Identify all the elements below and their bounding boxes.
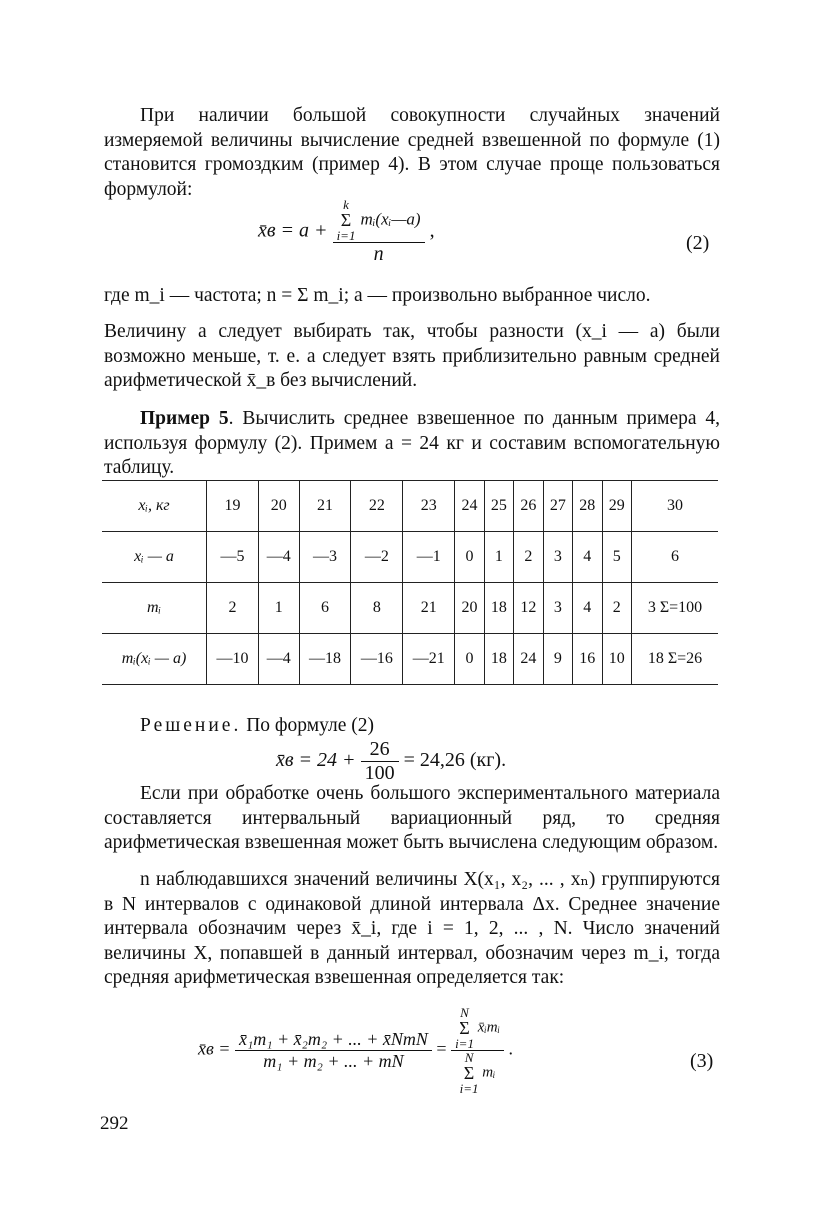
table-cell: 25 — [484, 481, 513, 532]
paragraph-example-5: Пример 5. Вычислить среднее взвешенное по данным примера 4, используя формулу (2). Примем a = 24 кг и составим вспомогательную таблицу. — [104, 408, 720, 478]
table-cell: 21 — [403, 583, 455, 634]
table-cell: —1 — [403, 532, 455, 583]
table-cell: 8 — [351, 583, 403, 634]
table-cell: 18 Σ=26 — [632, 634, 719, 685]
table-cell: 1 — [484, 532, 513, 583]
page-number: 292 — [100, 1113, 129, 1134]
solution-label: Решение. — [140, 715, 242, 736]
table-cell: 29 — [602, 481, 632, 532]
table-cell: 3 — [543, 583, 572, 634]
table-cell: 21 — [299, 481, 351, 532]
table-cell: 24 — [455, 481, 484, 532]
table-cell: —16 — [351, 634, 403, 685]
table-cell: —18 — [299, 634, 351, 685]
formula-3: x̄в = $\frac{\text{x̄₁m₁ + x̄₂m₂ + ... + x̄NmN}}{\text{m₁ + m₂ + ... + mN}}$ = N Σ i=1 x̄ᵢmᵢ N Σ i=1 mᵢ . — [198, 1005, 513, 1096]
table-cell: 18 — [484, 634, 513, 685]
table-cell: —21 — [403, 634, 455, 685]
table-row — [102, 532, 718, 583]
table-cell: 6 — [299, 583, 351, 634]
table-cell: 9 — [543, 634, 572, 685]
formula-2-fraction: k Σ i=1 mᵢ(xᵢ—a) n — [333, 198, 425, 266]
table-cell: 16 — [573, 634, 602, 685]
table-cell: 4 — [573, 583, 602, 634]
table-cell: —4 — [258, 532, 299, 583]
table-row-header: xᵢ, кг — [138, 497, 170, 514]
table-cell: 10 — [602, 634, 632, 685]
table-row — [102, 583, 718, 634]
table-row — [102, 634, 718, 685]
table-cell: 3 Σ=100 — [632, 583, 719, 634]
table-row-header: mᵢ — [146, 599, 162, 616]
table-cell: 1 — [258, 583, 299, 634]
table-cell: 18 — [484, 583, 513, 634]
table-cell: 23 — [403, 481, 455, 532]
formula-2-number: (2) — [686, 232, 710, 254]
table-cell: 22 — [351, 481, 403, 532]
table-cell: —3 — [299, 532, 351, 583]
table-cell: 0 — [455, 532, 484, 583]
paragraph-solution: Решение. По формуле (2) — [140, 715, 374, 736]
formula-2-left: x̄в = a + — [258, 219, 328, 242]
formula-2-sum: k Σ i=1 — [336, 197, 356, 243]
table-cell: 0 — [455, 634, 484, 685]
formula-2: x̄в = a + k Σ i=1 mᵢ(xᵢ—a) n , — [258, 197, 435, 265]
table-cell: —5 — [207, 532, 259, 583]
table-cell: 26 — [514, 481, 543, 532]
paragraph-grouping: n наблюдавшихся значений величины X(x₁, x₂, ... , xₙ) группируются в N интервалов с одинаковой длиной интервала Δx. Среднее значение интервала обозначим через x̄_i, где i = 1, 2, ... , N. Число значений величины X, попавшей в данный интервал, обозначим через m_i, тогда средняя арифметическая взвешенная определяется так: — [104, 869, 720, 988]
table-cell: —10 — [207, 634, 259, 685]
formula-solution: x̄в = 24 + $\frac{26}{100}$ = 24,26 (кг). — [276, 738, 507, 784]
paragraph-where: где m_i — частота; n = Σ m_i; a — произвольно выбранное число. — [104, 285, 651, 306]
table-row — [102, 481, 718, 532]
table-cell: 27 — [543, 481, 572, 532]
table-cell: 19 — [207, 481, 259, 532]
table-cell: 30 — [632, 481, 719, 532]
table-cell: 4 — [573, 532, 602, 583]
table-cell: —4 — [258, 634, 299, 685]
table-row-header: mᵢ(xᵢ — a) — [121, 650, 187, 667]
table-cell: 28 — [573, 481, 602, 532]
paragraph-intro: При наличии большой совокупности случайных значений измеряемой величины вычисление средней взвешенной по формуле (1) становится громоздким (пример 4). В этом случае проще пользоваться формулой: — [104, 105, 720, 200]
table-row-header: xᵢ — a — [134, 548, 174, 565]
table-cell: 2 — [207, 583, 259, 634]
table-cell: 20 — [258, 481, 299, 532]
paragraph-interval-series: Если при обработке очень большого экспериментального материала составляется интервальный вариационный ряд, то средняя арифметическая взвешенная может быть вычислена следующим образом. — [104, 783, 720, 853]
table-cell: 20 — [455, 583, 484, 634]
table-cell: 24 — [514, 634, 543, 685]
paragraph-choose-a: Величину a следует выбирать так, чтобы разности (x_i — a) были возможно меньше, т. е. a следует взять приблизительно равным средней арифметической x̄_в без вычислений. — [104, 321, 720, 391]
example-label: Пример 5 — [140, 408, 229, 429]
table-cell: 3 — [543, 532, 572, 583]
formula-3-number: (3) — [690, 1050, 714, 1072]
table-cell: —2 — [351, 532, 403, 583]
table-cell: 6 — [632, 532, 719, 583]
table-cell: 5 — [602, 532, 632, 583]
table-cell: 2 — [602, 583, 632, 634]
table-cell: 2 — [514, 532, 543, 583]
auxiliary-table — [102, 480, 718, 685]
table-cell: 12 — [514, 583, 543, 634]
